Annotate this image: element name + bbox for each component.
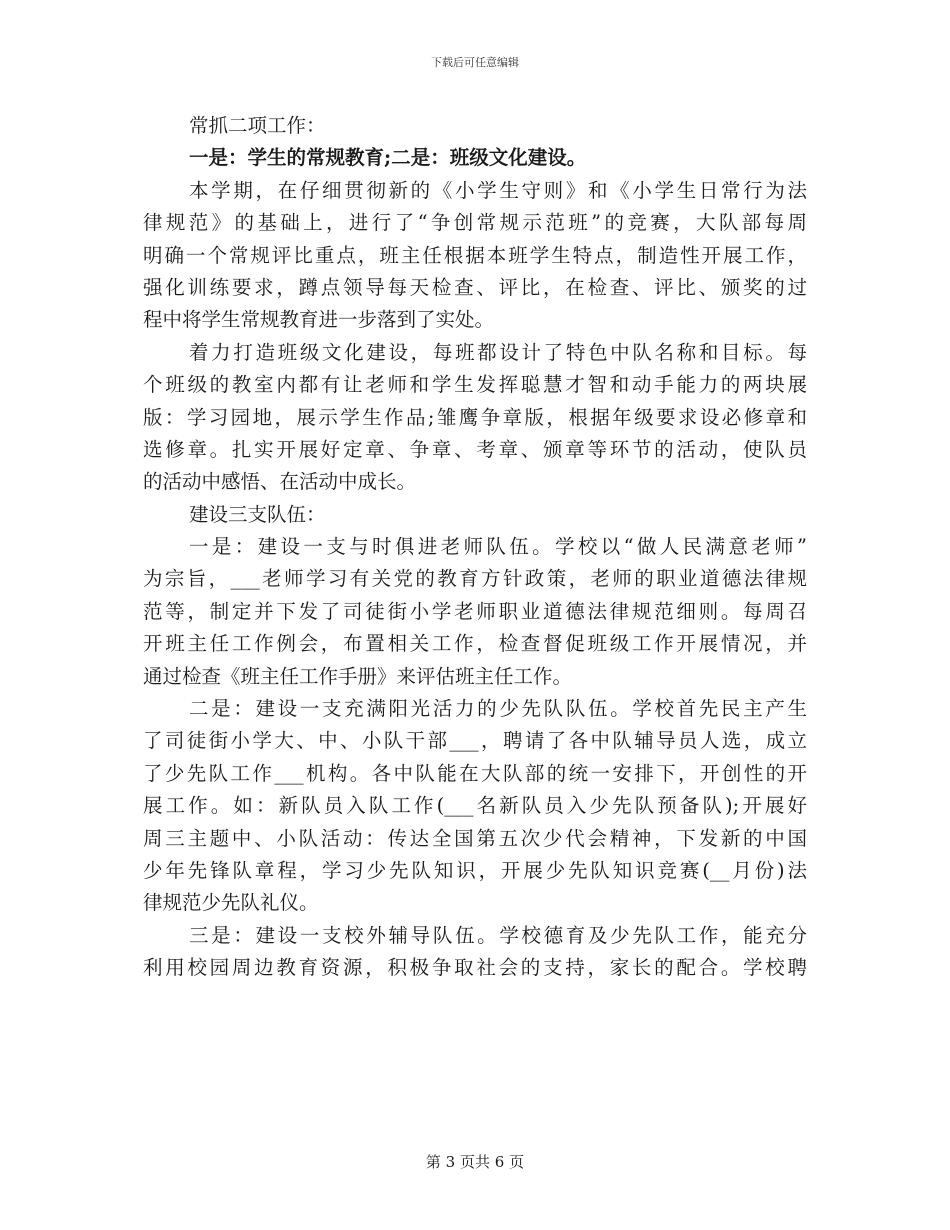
text-line: 了少先队工作___机构。各中队能在大队部的统一安排下，开创性的开 [143, 761, 807, 785]
text-line: 个班级的教室内都有让老师和学生发挥聪慧才智和动手能力的两块展 [143, 373, 807, 397]
text-line: 为宗旨，___老师学习有关党的教育方针政策，老师的职业道德法律规 [143, 567, 807, 591]
text-line: 少年先锋队章程，学习少先队知识，开展少先队知识竞赛(__月份)法 [143, 858, 807, 882]
text-line: 范等，制定并下发了司徒街小学老师职业道德法律规范细则。每周召 [143, 599, 807, 623]
text-line: 的活动中感悟、在活动中成长。 [143, 470, 417, 494]
text-line: 展工作。如：新队员入队工作(___名新队员入少先队预备队);开展好 [143, 794, 807, 818]
text-line: 律规范》的基础上，进行了“争创常规示范班”的竞赛，大队部每周 [143, 211, 807, 235]
text-line: 一是：建设一支与时俱进老师队伍。学校以“做人民满意老师” [189, 535, 807, 559]
text-line: 常抓二项工作： [189, 114, 326, 137]
text-line: 通过检查《班主任工作手册》来评估班主任工作。 [143, 664, 573, 688]
text-line: 三是：建设一支校外辅导队伍。学校德育及少先队工作，能充分 [189, 923, 807, 947]
text-line: 律规范少先队礼仪。 [143, 891, 319, 915]
text-line: 周三主题中、小队活动：传达全国第五次少代会精神，下发新的中国 [143, 826, 807, 850]
page-footer: 第 3 页共 6 页 [425, 1153, 525, 1171]
text-line: 版：学习园地，展示学生作品;雏鹰争章版，根据年级要求设必修章和 [143, 405, 807, 429]
text-line: 明确一个常规评比重点，班主任根据本班学生特点，制造性开展工作， [143, 243, 807, 267]
text-line-bold: 一是：学生的常规教育;二是：班级文化建设。 [189, 146, 587, 170]
text-line: 二是：建设一支充满阳光活力的少先队队伍。学校首先民主产生 [189, 697, 807, 721]
text-line: 建设三支队伍： [189, 502, 326, 526]
text-line: 强化训练要求，蹲点领导每天检查、评比，在检查、评比、颁奖的过 [143, 275, 807, 299]
text-line: 利用校园周边教育资源，积极争取社会的支持，家长的配合。学校聘 [143, 956, 807, 980]
text-line: 了司徒街小学大、中、小队干部___，聘请了各中队辅导员人选，成立 [143, 729, 807, 753]
text-line: 本学期，在仔细贯彻新的《小学生守则》和《小学生日常行为法 [189, 178, 807, 202]
text-line: 开班主任工作例会，布置相关工作，检查督促班级工作开展情况，并 [143, 632, 807, 656]
text-line: 着力打造班级文化建设，每班都设计了特色中队名称和目标。每 [189, 340, 807, 364]
document-body [143, 110, 807, 985]
text-line: 程中将学生常规教育进一步落到了实处。 [143, 308, 495, 332]
page-header: 下载后可任意编辑 [431, 56, 519, 69]
text-line: 选修章。扎实开展好定章、争章、考章、颁章等环节的活动，使队员 [143, 437, 807, 461]
